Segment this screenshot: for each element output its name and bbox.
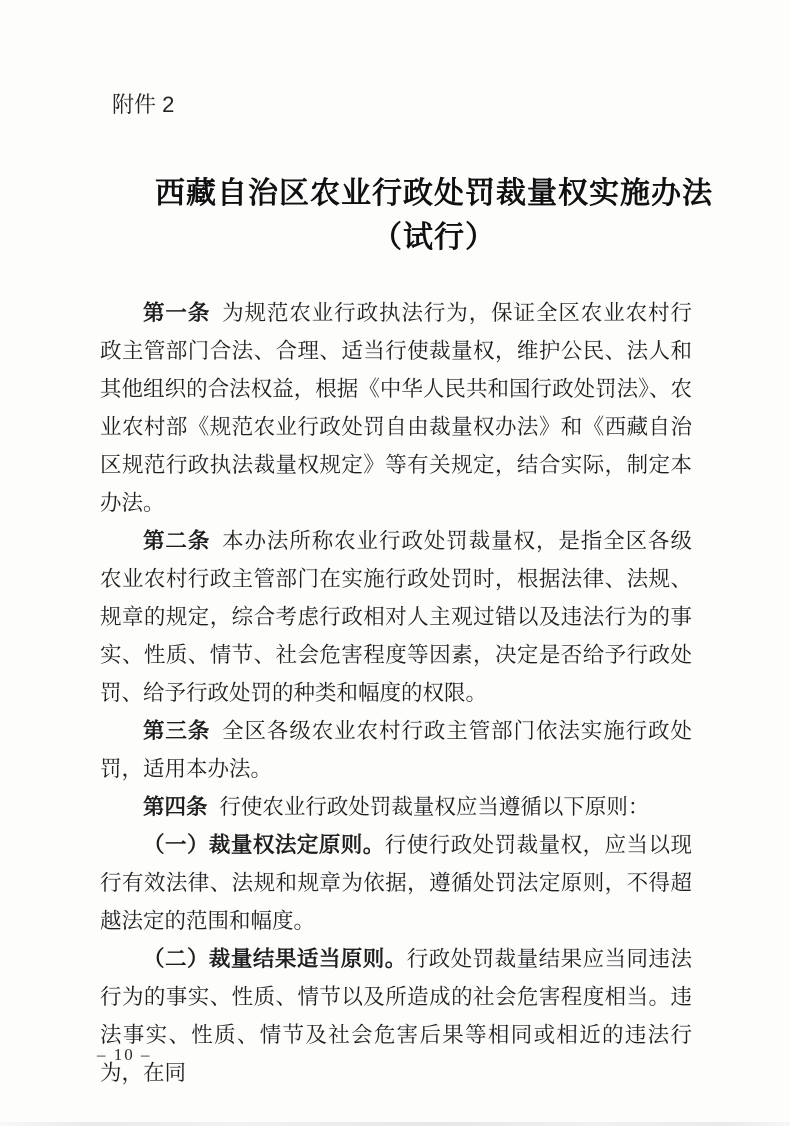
document-title — [0, 172, 790, 260]
attachment-label: 附件 2 — [112, 92, 175, 117]
paragraph-article-4 — [100, 788, 692, 826]
article-2-number: 第二条 — [143, 529, 211, 553]
article-3-number: 第三条 — [143, 719, 211, 743]
document-title-line-1: 西藏自治区农业行政处罚裁量权实施办法 — [155, 177, 713, 210]
article-2-text: 本办法所称农业行政处罚裁量权，是指全区各级农业农村行政主管部门在实施行政处罚时，根据法律、法规、规章的规定，综合考虑行政相对人主观过错以及违法行为的事实、性质、情节、社会危害程度等因素，决定是否给予行政处罚、给予行政处罚的种类和幅度的权限。 — [100, 529, 692, 705]
article-3-text: 全区各级农业农村行政主管部门依法实施行政处罚，适用本办法。 — [100, 719, 692, 781]
article-1-number: 第一条 — [143, 301, 211, 325]
principle-2-heading: （二）裁量结果适当原则。 — [143, 947, 407, 971]
paragraph-principle-1 — [100, 826, 692, 940]
article-4-text: 行使农业行政处罚裁量权应当遵循以下原则： — [219, 795, 650, 819]
document-body — [100, 294, 692, 1092]
paragraph-article-3 — [100, 712, 692, 788]
scan-edge-artifact — [0, 1122, 790, 1126]
principle-1-text: 行使行政处罚裁量权，应当以现行有效法律、法规和规章为依据，遵循处罚法定原则，不得超越法定的范围和幅度。 — [100, 833, 692, 933]
article-4-number: 第四条 — [143, 795, 208, 819]
paragraph-article-2 — [100, 522, 692, 712]
document-title-line-2: （试行） — [372, 221, 496, 254]
paragraph-principle-2 — [100, 940, 692, 1092]
paragraph-article-1 — [100, 294, 692, 522]
page-number: – 10 – — [97, 1045, 152, 1064]
principle-1-heading: （一）裁量权法定原则。 — [143, 833, 385, 857]
principle-2-text: 行政处罚裁量结果应当同违法行为的事实、性质、情节以及所造成的社会危害程度相当。违法事实、性质、情节及社会危害后果等相同或相近的违法行为，在同 — [100, 947, 692, 1085]
article-1-text: 为规范农业行政执法行为，保证全区农业农村行政主管部门合法、合理、适当行使裁量权，维护公民、法人和其他组织的合法权益，根据《中华人民共和国行政处罚法》、农业农村部《规范农业行政处罚自由裁量权办法》和《西藏自治区规范行政执法裁量权规定》等有关规定，结合实际，制定本办法。 — [100, 301, 692, 515]
